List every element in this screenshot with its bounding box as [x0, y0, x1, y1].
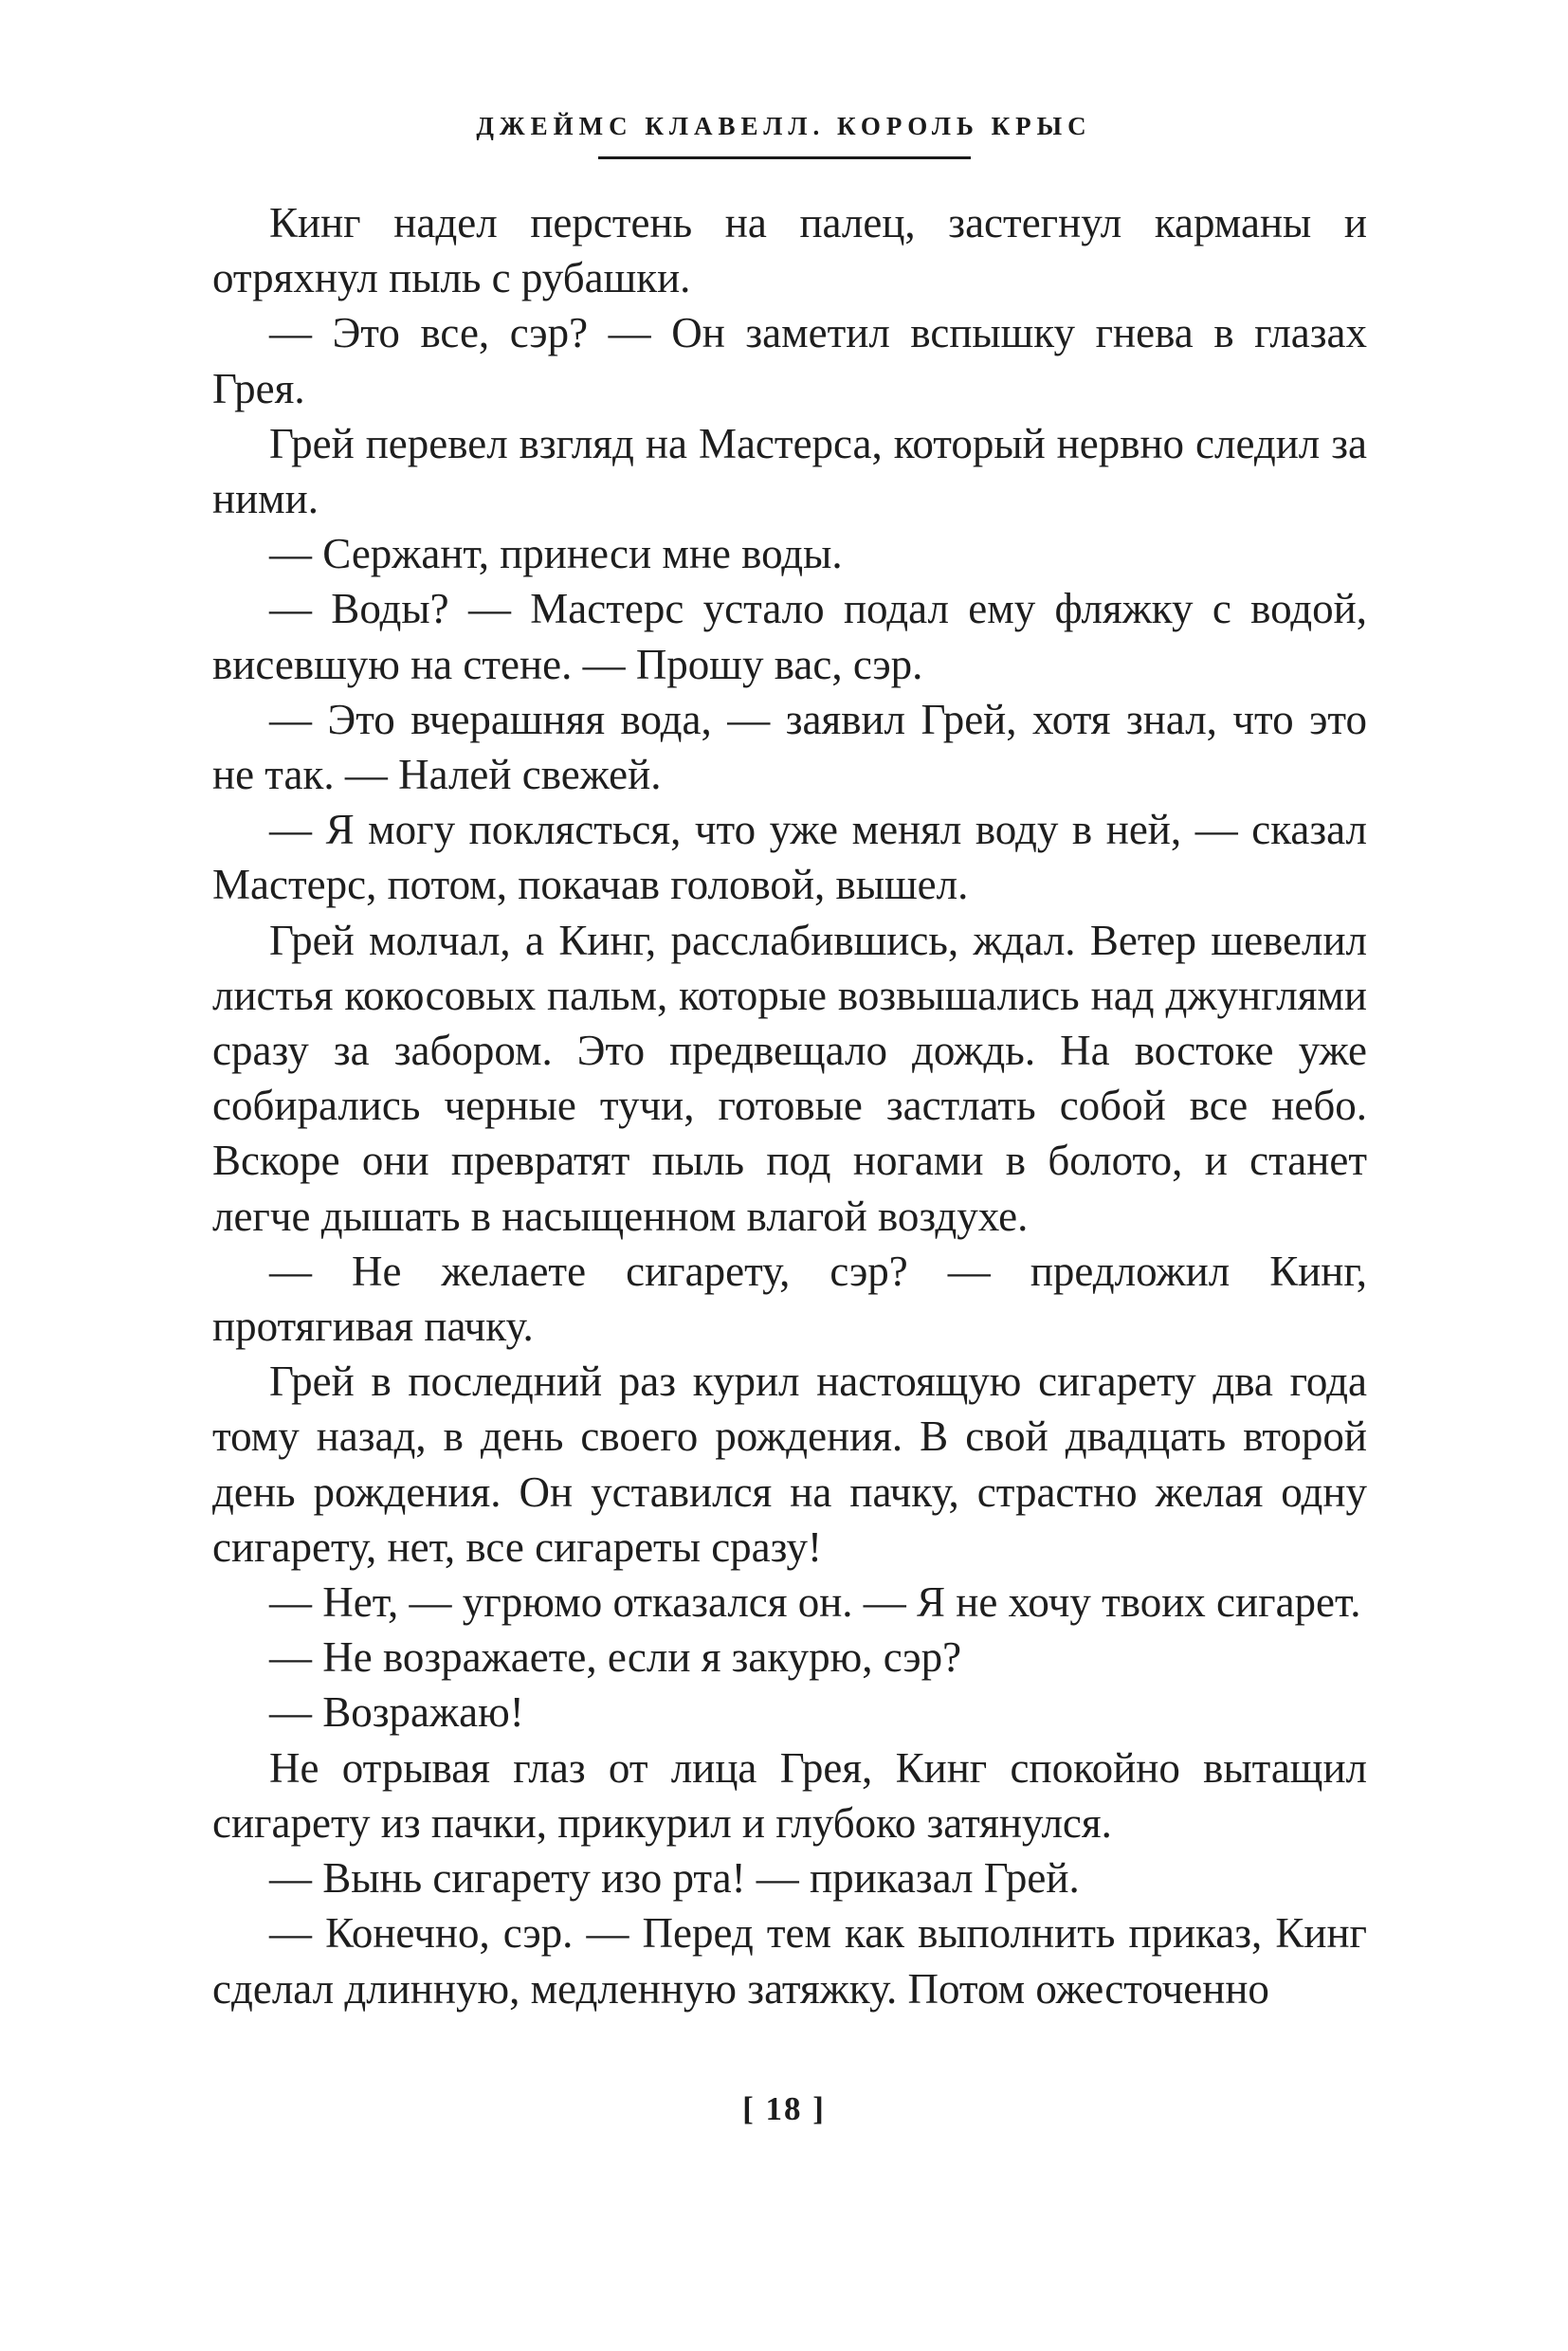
- paragraph: — Не желаете сигарету, сэр? — предложил Кинг, протягивая пачку.: [212, 1247, 1367, 1351]
- page-number: [ 18 ]: [742, 2090, 826, 2127]
- paragraph: — Нет, — угрюмо отказался он. — Я не хочу твоих сигарет.: [269, 1578, 1361, 1627]
- paragraph: Не отрывая глаз от лица Грея, Кинг спокойно вытащил сигарету из пачки, прикурил и глубоко затянулся.: [212, 1743, 1367, 1847]
- paragraph: — Это вчерашняя вода, — заявил Грей, хотя знал, что это не так. — Налей свежей.: [212, 695, 1367, 799]
- paragraph: — Не возражаете, если я закурю, сэр?: [269, 1633, 962, 1682]
- paragraph: — Сержант, принеси мне воды.: [269, 530, 843, 578]
- paragraph: Грей перевел взгляд на Мастерса, который нервно следил за ними.: [212, 419, 1367, 523]
- paragraph: — Возражаю!: [269, 1688, 524, 1737]
- paragraph: — Я могу поклясться, что уже менял воду в ней, — сказал Мастерс, потом, покачав головой, вышел.: [212, 806, 1367, 909]
- paragraph: — Это все, сэр? — Он заметил вспышку гнева в глазах Грея.: [212, 309, 1367, 412]
- paragraph: Кинг надел перстень на палец, застегнул карманы и отряхнул пыль с рубашки.: [212, 199, 1367, 302]
- paragraph: — Конечно, сэр. — Перед тем как выполнить приказ, Кинг сделал длинную, медленную затяжку. Потом ожесточенно: [212, 1909, 1367, 2013]
- paragraph: — Вынь сигарету изо рта! — приказал Грей.: [269, 1854, 1080, 1903]
- paragraph: Грей в последний раз курил настоящую сигарету два года тому назад, в день своего рождения. В свой двадцать второй день рождения. Он уставился на пачку, страстно желая одну сигарету, нет, все сигареты сразу!: [212, 1358, 1367, 1571]
- header-rule: [598, 156, 971, 159]
- body-text: [212, 195, 1367, 2016]
- running-title: ДЖЕЙМС КЛАВЕЛЛ. КОРОЛЬ КРЫС: [476, 112, 1092, 140]
- paragraph: — Воды? — Мастерс устало подал ему фляжку с водой, висевшую на стене. — Прошу вас, сэр.: [212, 585, 1367, 688]
- paragraph: Грей молчал, а Кинг, расслабившись, ждал. Ветер шевелил листья кокосовых пальм, которые возвышались над джунглями сразу за забором. Это предвещало дождь. На востоке уже собирались черные тучи, готовые застлать собой все небо. Вскоре они превратят пыль под ногами в болото, и станет легче дышать в насыщенном влагой воздухе.: [212, 916, 1367, 1240]
